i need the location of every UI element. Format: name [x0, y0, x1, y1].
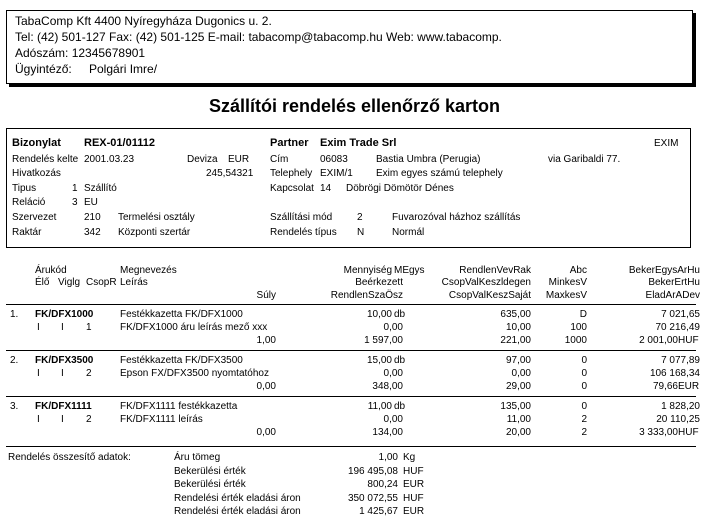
- summary-row-value: 1,00: [378, 452, 398, 463]
- item-num: 3.: [10, 401, 19, 412]
- item-szaosz: 1 597,00: [364, 335, 403, 346]
- item-num: 2.: [10, 355, 19, 366]
- tipus-num: 1: [72, 183, 78, 194]
- item-code: FK/DFX1000: [35, 309, 94, 320]
- item-keszsajat: 29,00: [505, 381, 531, 392]
- item-elo: I: [37, 368, 40, 379]
- relacio-label: Reláció: [12, 197, 46, 208]
- bizonylat-label: Bizonylat: [12, 137, 61, 149]
- kapcsolat-value: Döbrögi Dömötör Dénes: [346, 183, 454, 194]
- col-header-megnevezes: Megnevezés: [120, 265, 177, 276]
- item-elo: I: [37, 322, 40, 333]
- item-csopr: 2: [86, 368, 92, 379]
- partner-code: EXIM: [654, 138, 679, 149]
- summary-row-value: 800,24: [367, 479, 398, 490]
- item-szaosz: 348,00: [372, 381, 403, 392]
- hivatkozas-label: Hivatkozás: [12, 168, 61, 179]
- item-desc: Epson FX/DFX3500 nyomtatóhoz: [120, 368, 269, 379]
- partner-value: Exim Trade Srl: [320, 137, 397, 149]
- item-csopr: 1: [86, 322, 92, 333]
- deviza-label: Deviza: [187, 154, 218, 165]
- bizonylat-value: REX-01/01112: [84, 137, 155, 149]
- col-header-csopvalkeszsajat: CsopValKeszSaját: [448, 290, 531, 301]
- item-ert: 106 168,34: [649, 368, 700, 379]
- item-abc: 0: [581, 401, 587, 412]
- szallitasi-mod-num: 2: [357, 212, 363, 223]
- summary-row-label: Rendelési érték eladási áron: [174, 506, 301, 517]
- item-maxkes: 0: [581, 381, 587, 392]
- company-address-line: TabaComp Kft 4400 Nyíregyháza Dugonics u. 2.: [15, 14, 272, 28]
- cim-city: Bastia Umbra (Perugia): [376, 154, 481, 165]
- kapcsolat-num: 14: [320, 183, 332, 194]
- item-code: FK/DFX3500: [35, 355, 94, 366]
- szallitasi-mod-label: Szállítási mód: [270, 212, 333, 223]
- summary-row-unit: Kg: [403, 452, 416, 463]
- item-viglg: I: [61, 322, 64, 333]
- item-abc: 0: [581, 355, 587, 366]
- col-header-bekerertHu: BekerErtHu: [648, 277, 700, 288]
- item-cur: HUF: [678, 427, 699, 438]
- item-keszdegen: 11,00: [506, 414, 531, 425]
- raktar-value: Központi szertár: [118, 227, 191, 238]
- rendeles-kelte-value: 2001.03.23: [84, 154, 135, 165]
- item-keszsajat: 20,00: [505, 427, 531, 438]
- summary-row-value: 1 425,67: [359, 506, 398, 517]
- item-name: FK/DFX1111 festékkazetta: [120, 401, 238, 412]
- item-minkes: 0: [581, 368, 587, 379]
- header-divider: [6, 304, 696, 305]
- item-divider: [6, 396, 696, 397]
- item-cur: HUF: [678, 335, 699, 346]
- col-header-maxkesv: MaxkesV: [545, 290, 587, 301]
- item-cur: EUR: [678, 381, 700, 392]
- col-header-csopr: CsopR: [86, 277, 117, 288]
- cim-zip: 06083: [320, 154, 348, 165]
- col-header-arukod: Árukód: [35, 265, 67, 276]
- company-contact-person-label: Ügyintéző:: [15, 62, 72, 76]
- summary-row-unit: EUR: [403, 479, 425, 490]
- item-desc: FK/DFX1111 leírás: [120, 414, 203, 425]
- item-suly: 0,00: [256, 381, 276, 392]
- item-qty: 11,00: [367, 401, 392, 412]
- summary-label: Rendelés összesítő adatok:: [8, 452, 131, 463]
- item-minkes: 100: [570, 322, 587, 333]
- table-end-divider: [6, 446, 696, 447]
- raktar-num: 342: [84, 227, 101, 238]
- item-unit: db: [394, 401, 406, 412]
- raktar-label: Raktár: [12, 227, 42, 238]
- item-suly: 0,00: [256, 427, 276, 438]
- telephely-label: Telephely: [270, 168, 313, 179]
- company-contact-person: Polgári Imre/: [89, 62, 158, 76]
- telephely-code: EXIM/1: [320, 168, 353, 179]
- col-header-csopvalkeszldegen: CsopValKeszldegen: [441, 277, 531, 288]
- item-egysar: 1 828,20: [661, 401, 700, 412]
- szallitasi-mod-value: Fuvarozóval házhoz szállítás: [392, 212, 521, 223]
- summary-row-label: Rendelési érték eladási áron: [174, 492, 301, 504]
- item-unit: db: [394, 309, 406, 320]
- rendeles-tipus-label: Rendelés típus: [270, 227, 337, 238]
- col-header-viglg: Viglg: [58, 277, 81, 288]
- deviza-value: EUR: [228, 154, 250, 165]
- item-ert: 20 110,25: [656, 414, 700, 425]
- rendeles-tipus-value: Normál: [392, 227, 425, 238]
- item-maxkes: 1000: [564, 335, 587, 346]
- kapcsolat-label: Kapcsolat: [270, 183, 314, 194]
- summary-row-value: 350 072,55: [347, 492, 398, 504]
- col-header-rendlenszaosz: RendlenSzaÖsz: [330, 290, 403, 301]
- item-vevrak: 635,00: [500, 309, 531, 320]
- company-contact-line: Tel: (42) 501-127 Fax: (42) 501-125 E-mail: tabacomp@tabacomp.hu Web: www.tabacomp.: [15, 30, 502, 44]
- summary-row-label: Bekerülési érték: [174, 479, 246, 490]
- summary-row-unit: HUF: [403, 465, 424, 477]
- item-egysar: 7 077,89: [661, 355, 700, 366]
- item-eladar: 3 333,00: [639, 427, 678, 438]
- szervezet-label: Szervezet: [12, 212, 57, 223]
- item-ert: 70 216,49: [655, 322, 700, 333]
- rendeles-tipus-code: N: [357, 227, 365, 238]
- item-num: 1.: [10, 309, 19, 320]
- item-vevrak: 135,00: [500, 401, 531, 412]
- item-beerk: 0,00: [383, 322, 403, 333]
- telephely-name: Exim egyes számú telephely: [376, 168, 503, 179]
- item-beerk: 0,00: [383, 414, 403, 425]
- item-desc: FK/DFX1000 áru leírás mező xxx: [120, 322, 268, 333]
- item-unit: db: [394, 355, 406, 366]
- relacio-num: 3: [72, 197, 78, 208]
- col-header-bekeregysarhu: BekerEgysArHu: [628, 265, 700, 276]
- item-keszdegen: 0,00: [511, 368, 531, 379]
- col-header-elo: Élő: [35, 277, 50, 288]
- exchange-rate-value: 245,54321: [206, 168, 254, 179]
- item-eladar: 2 001,00: [639, 335, 678, 346]
- cim-label: Cím: [270, 154, 289, 165]
- col-header-leiras: Leírás: [120, 277, 148, 288]
- col-header-abc: Abc: [569, 265, 587, 276]
- summary-row-unit: EUR: [403, 506, 425, 517]
- item-divider: [6, 350, 696, 351]
- item-qty: 15,00: [366, 355, 392, 366]
- summary-row-value: 196 495,08: [347, 465, 398, 477]
- item-vevrak: 97,00: [505, 355, 531, 366]
- summary-row-unit: HUF: [403, 492, 424, 504]
- col-header-suly: Súly: [256, 290, 276, 301]
- item-qty: 10,00: [366, 309, 392, 320]
- page-title: Szállítói rendelés ellenőrző karton: [208, 96, 501, 116]
- company-tax-number: Adószám: 12345678901: [15, 46, 146, 60]
- col-header-rendlenvevrak: RendlenVevRak: [459, 265, 531, 276]
- szervezet-num: 210: [84, 212, 101, 223]
- relacio-value: EU: [84, 197, 98, 208]
- col-header-minkesv: MinkesV: [548, 277, 587, 288]
- item-keszdegen: 10,00: [505, 322, 531, 333]
- cim-street: via Garibaldi 77.: [548, 154, 621, 165]
- item-viglg: I: [61, 368, 64, 379]
- item-szaosz: 134,00: [372, 427, 403, 438]
- item-suly: 1,00: [256, 335, 276, 346]
- item-viglg: I: [61, 414, 64, 425]
- summary-row-label: Bekerülési érték: [174, 465, 246, 477]
- col-header-mennyiseg: Mennyiség: [343, 265, 392, 276]
- item-maxkes: 2: [581, 427, 587, 438]
- item-abc: D: [579, 309, 587, 320]
- item-beerk: 0,00: [383, 368, 403, 379]
- item-eladar: 79,66: [652, 381, 678, 392]
- col-header-eladarAdev: EladArADev: [645, 290, 700, 301]
- col-header-beerkezett: Beérkezett: [355, 277, 403, 288]
- szervezet-value: Termelési osztály: [118, 212, 195, 223]
- item-egysar: 7 021,65: [661, 309, 700, 320]
- item-elo: I: [37, 414, 40, 425]
- item-keszsajat: 221,00: [500, 335, 531, 346]
- rendeles-kelte-label: Rendelés kelte: [12, 154, 79, 165]
- partner-label: Partner: [270, 137, 309, 149]
- col-header-megys: MEgys: [394, 265, 425, 276]
- item-name: Festékkazetta FK/DFX1000: [120, 309, 243, 320]
- tipus-label: Tipus: [12, 183, 37, 194]
- item-csopr: 2: [86, 414, 92, 425]
- tipus-value: Szállító: [84, 183, 117, 194]
- item-code: FK/DFX1111: [35, 401, 92, 412]
- item-minkes: 2: [581, 414, 587, 425]
- summary-row-label: Áru tömeg: [174, 452, 221, 463]
- item-name: Festékkazetta FK/DFX3500: [120, 355, 243, 366]
